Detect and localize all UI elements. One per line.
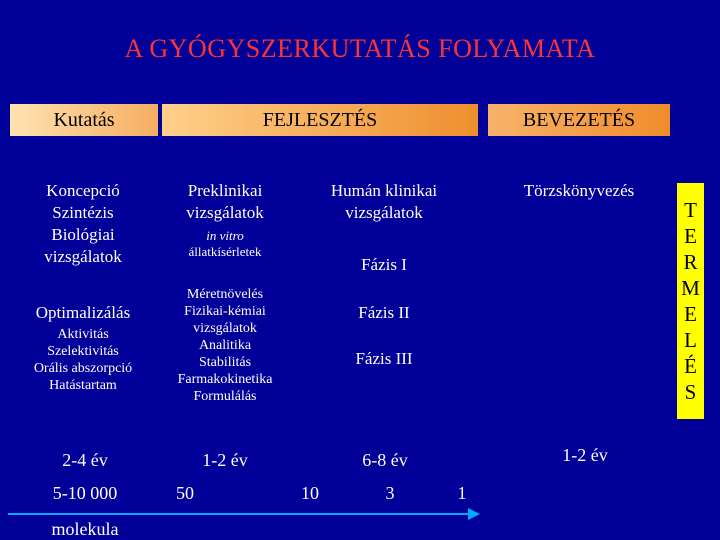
- research-concept-block: [4, 180, 162, 268]
- preclinical-details: [162, 286, 288, 405]
- clinical-phase-2: Fázis II: [358, 303, 410, 322]
- research-detail: Szelektivitás: [47, 344, 119, 359]
- preclinical-detail: Stabilitás: [198, 355, 252, 370]
- preclinical-detail: Farmakokinetika: [177, 372, 273, 387]
- side-letter: É: [684, 354, 697, 378]
- phase-bar-development: FEJLESZTÉS: [162, 104, 478, 136]
- phase-bar-introduction: BEVEZETÉS: [488, 104, 670, 136]
- research-detail: Hatástartam: [49, 378, 117, 393]
- side-letter: T: [684, 198, 697, 222]
- preclinical-heading-line: Preklinikai: [187, 181, 263, 200]
- preclinical-detail: vizsgálatok: [193, 321, 257, 336]
- phase-bar-research: Kutatás: [10, 104, 158, 136]
- preclinical-detail: Analitika: [198, 338, 252, 353]
- side-letter: L: [684, 328, 697, 352]
- side-label-termeles: [677, 183, 704, 419]
- research-detail: Aktivitás: [57, 327, 109, 342]
- clinical-heading-line: Humán klinikai: [330, 181, 438, 200]
- side-letter: E: [684, 302, 697, 326]
- research-duration: 2-4 év: [62, 450, 108, 470]
- research-line: vizsgálatok: [44, 247, 122, 266]
- count-registration: 1: [457, 483, 467, 503]
- side-letter: R: [683, 250, 698, 274]
- preclinical-detail: Méretnövelés: [186, 287, 264, 302]
- clinical-phase-1: Fázis I: [361, 255, 407, 274]
- preclinical-sub-line: in vitro: [206, 228, 244, 243]
- preclinical-detail: Formulálás: [193, 389, 257, 404]
- preclinical-sub-line: állatkísérletek: [188, 244, 262, 259]
- registration-duration: 1-2 év: [562, 445, 608, 465]
- page-title: A GYÓGYSZERKUTATÁS FOLYAMATA: [124, 34, 596, 63]
- timeline-arrow-line: [8, 513, 470, 515]
- preclinical-duration: 1-2 év: [202, 450, 248, 470]
- clinical-heading-line: vizsgálatok: [345, 203, 423, 222]
- preclinical-detail: Fizikai-kémiai: [184, 304, 266, 319]
- research-line: Biológiai: [51, 225, 115, 244]
- research-detail: Orális abszorpció: [33, 361, 133, 376]
- count-clinical-a: 10: [301, 483, 319, 503]
- research-details-block: [4, 326, 162, 394]
- preclinical-sub: [162, 228, 288, 260]
- preclinical-heading: [162, 180, 288, 224]
- count-clinical-b: 3: [385, 483, 395, 503]
- research-line: Koncepció: [46, 181, 120, 200]
- molecule-label: molekula: [51, 519, 119, 539]
- registration-heading: Törzskönyvezés: [523, 181, 635, 200]
- side-letter: M: [681, 276, 700, 300]
- count-research: 5-10 000: [52, 483, 118, 503]
- side-letter: E: [684, 224, 697, 248]
- clinical-phase-3: Fázis III: [355, 349, 413, 368]
- research-line: Szintézis: [52, 203, 114, 222]
- research-optimization: Optimalizálás: [35, 303, 131, 322]
- side-letter: S: [684, 380, 697, 404]
- clinical-heading: [296, 180, 472, 224]
- preclinical-heading-line: vizsgálatok: [186, 203, 264, 222]
- timeline-arrowhead-icon: [468, 508, 480, 520]
- count-preclinical: 50: [176, 483, 194, 503]
- clinical-duration: 6-8 év: [362, 450, 408, 470]
